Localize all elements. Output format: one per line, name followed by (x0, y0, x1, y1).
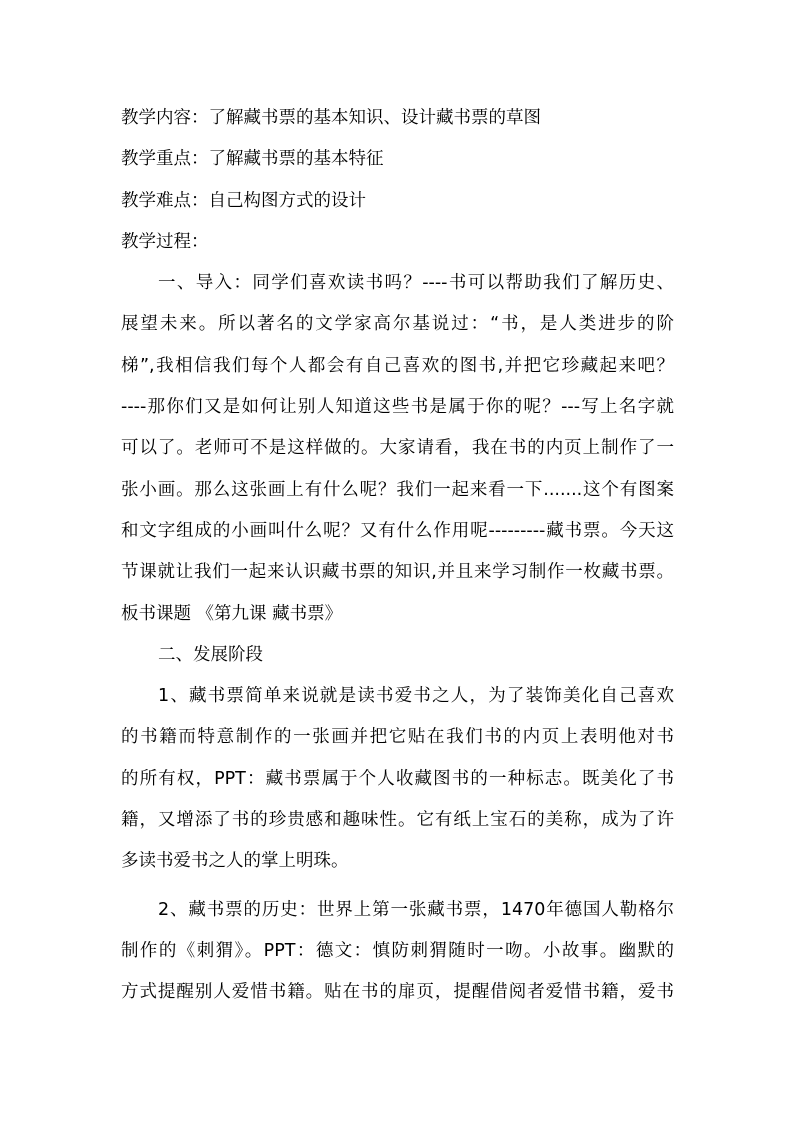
paragraph-line: 方式提醒别人爱惜书籍。贴在书的扉页，提醒借阅者爱惜书籍，爱书 (121, 982, 674, 1003)
teaching-process-line: 教学过程： (121, 231, 209, 252)
paragraph-line: 节课就让我们一起来认识藏书票的知识,并且来学习制作一枚藏书票。 (121, 562, 674, 583)
teaching-content-line: 教学内容：了解藏书票的基本知识、设计藏书票的草图 (121, 108, 541, 128)
paragraph-line: 可以了。老师可不是这样做的。大家请看，我在书的内页上制作了一 (121, 438, 674, 459)
paragraph-line: 籍，又增添了书的珍贵感和趣味性。它有纸上宝石的美称，成为了许 (121, 810, 674, 831)
paragraph-line: 多读书爱书之人的掌上明珠。 (121, 851, 349, 872)
paragraph-line: 制作的《刺猬》。PPT：德文：慎防刺猬随时一吻。小故事。幽默的 (121, 940, 674, 961)
paragraph-line: 1、藏书票简单来说就是读书爱书之人，为了装饰美化自己喜欢 (158, 686, 674, 707)
teaching-focus-line: 教学重点：了解藏书票的基本特征 (121, 149, 384, 170)
paragraph-line: 和文字组成的小画叫什么呢？又有什么作用呢---------藏书票。今天这 (121, 520, 674, 541)
paragraph-line: 的书籍而特意制作的一张画并把它贴在我们书的内页上表明他对书 (121, 727, 674, 748)
section-heading: 二、发展阶段 (158, 644, 263, 665)
paragraph-line: 2、藏书票的历史：世界上第一张藏书票，1470年德国人勒格尔 (158, 899, 674, 920)
document-body (121, 98, 674, 1014)
paragraph-line: 板书课题 《第九课 藏书票》 (121, 603, 343, 624)
section-intro-paragraph (121, 263, 674, 635)
bookplate-definition-paragraph (121, 676, 674, 882)
paragraph-line: 张小画。那么这张画上有什么呢？我们一起来看一下.......这个有图案 (121, 479, 674, 500)
bookplate-history-paragraph (121, 890, 674, 1014)
paragraph-line: 梯”,我相信我们每个人都会有自己喜欢的图书,并把它珍藏起来吧？ (121, 355, 674, 376)
paragraph-line: 展望未来。所以著名的文学家高尔基说过：“书，是人类进步的阶 (121, 314, 674, 335)
paragraph-spacer (121, 883, 674, 890)
paragraph-line: 一、导入：同学们喜欢读书吗？----书可以帮助我们了解历史、 (158, 273, 674, 294)
paragraph-line: ----那你们又是如何让别人知道这些书是属于你的呢？---写上名字就 (121, 397, 674, 418)
teaching-difficulty-line: 教学难点：自己构图方式的设计 (121, 190, 366, 211)
paragraph-line: 的所有权，PPT：藏书票属于个人收藏图书的一种标志。既美化了书 (121, 768, 674, 789)
